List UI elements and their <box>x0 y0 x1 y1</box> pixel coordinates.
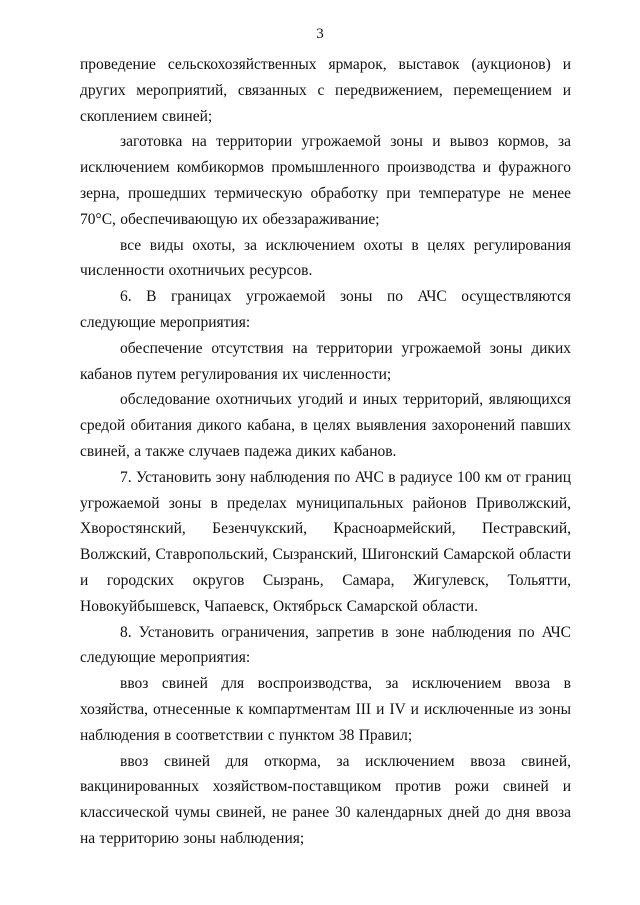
paragraph-item-8: 8. Установить ограничения, запретив в зоне наблюдения по АЧС следующие мероприятия: <box>80 623 571 667</box>
paragraph-item-6: 6. В границах угрожаемой зоны по АЧС осуществляются следующие мероприятия: <box>80 288 571 331</box>
paragraph-item-7: 7. Установить зону наблюдения по АЧС в радиусе 100 км от границ угрожаемой зоны в пределах муниципальных районов Приволжский, Хворостянский, Безенчукский, Красноармейский, Пестравский, Волжский, Ставропольский, Сызранский, Шигонский Самарской области и городских округов Сызрань, Самара, Жигулевск, Тольятти, Новокуйбышевск, Чапаевск, Октябрьск Самарской области. <box>80 468 571 615</box>
paragraph-hunting: все виды охоты, за исключением охоты в целях регулирования численности охотничьих ресурсов. <box>80 236 571 280</box>
document-body <box>80 52 571 852</box>
page-number: 3 <box>316 26 324 42</box>
paragraph-feed-harvesting: заготовка на территории угрожаемой зоны и вывоз кормов, за исключением комбикормов промышленного производства и фуражного зерна, прошедших термическую обработку при температуре не менее 70°С, обеспечивающую их обеззараживание; <box>80 133 571 228</box>
paragraph-breeding-import: ввоз свиней для воспроизводства, за исключением ввоза в хозяйства, отнесенные к компартментам III и IV и исключенные из зоны наблюдения в соответствии с пунктом 38 Правил; <box>80 675 571 744</box>
paragraph-wild-boar-control: обеспечение отсутствия на территории угрожаемой зоны диких кабанов путем регулирования их численности; <box>80 339 571 383</box>
paragraph-hunting-grounds-survey: обследование охотничьих угодий и иных территорий, являющихся средой обитания дикого кабана, в целях выявления захоронений павших свиней, а также случаев падежа диких кабанов. <box>80 391 571 460</box>
paragraph-fattening-import: ввоз свиней для откорма, за исключением ввоза свиней, вакцинированных хозяйством-поставщиком против рожи свиней и классической чумы свиней, не ранее 30 календарных дней до дня ввоза на территорию зоны наблюдения; <box>80 752 571 847</box>
paragraph-fairs-prohibition: проведение сельскохозяйственных ярмарок, выставок (аукционов) и других мероприятий, связанных с передвижением, перемещением и скоплением свиней; <box>80 56 571 125</box>
